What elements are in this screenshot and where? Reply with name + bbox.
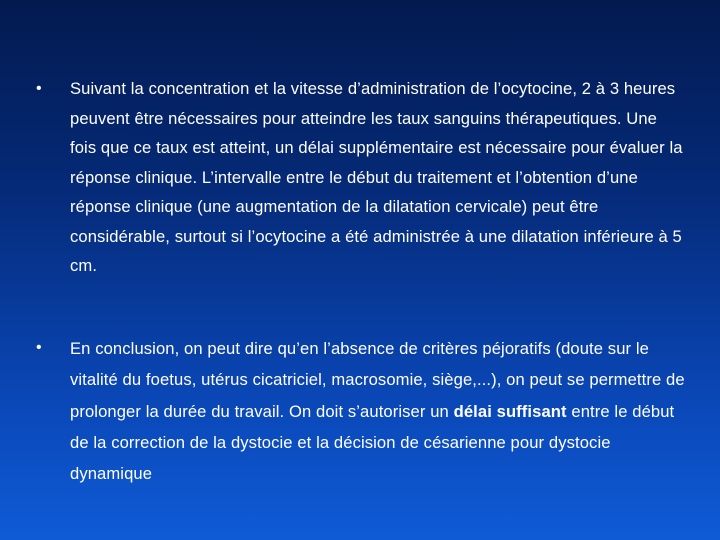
emphasis-text: délai suffisant	[453, 401, 567, 421]
bullet-text-after-emphasis: entre le début de la correction de la dystocie et la décision de césarienne pour dystocie dynamique	[70, 401, 675, 484]
bullet-item-oxytocin-timing	[36, 74, 686, 281]
bullet-text: Suivant la concentration et la vitesse d’administration de l’ocytocine, 2 à 3 heures peuvent être nécessaires pour atteindre les taux sanguins thérapeutiques. Une fois que ce taux est atteint, un délai supplémentaire est nécessaire pour évaluer la réponse clinique. L’intervalle entre le début du traitement et l’obtention d’une réponse clinique (une augmentation de la dilatation cervicale) peut être considérable, surtout si l’ocytocine a été administrée à une dilatation inférieure à 5 cm.	[70, 79, 683, 275]
bullet-marker: •	[36, 339, 42, 356]
bullet-text	[70, 333, 686, 489]
bullet-item-conclusion	[36, 333, 686, 489]
bullet-text-before-emphasis: En conclusion, on peut dire qu’en l’absence de critères péjoratifs (doute sur le vitalité du foetus, utérus cicatriciel, macrosomie, siège,...), on peut se permettre de prolonger la durée du travail. On doit s’autoriser un	[70, 339, 685, 421]
bullet-marker: •	[36, 80, 42, 97]
